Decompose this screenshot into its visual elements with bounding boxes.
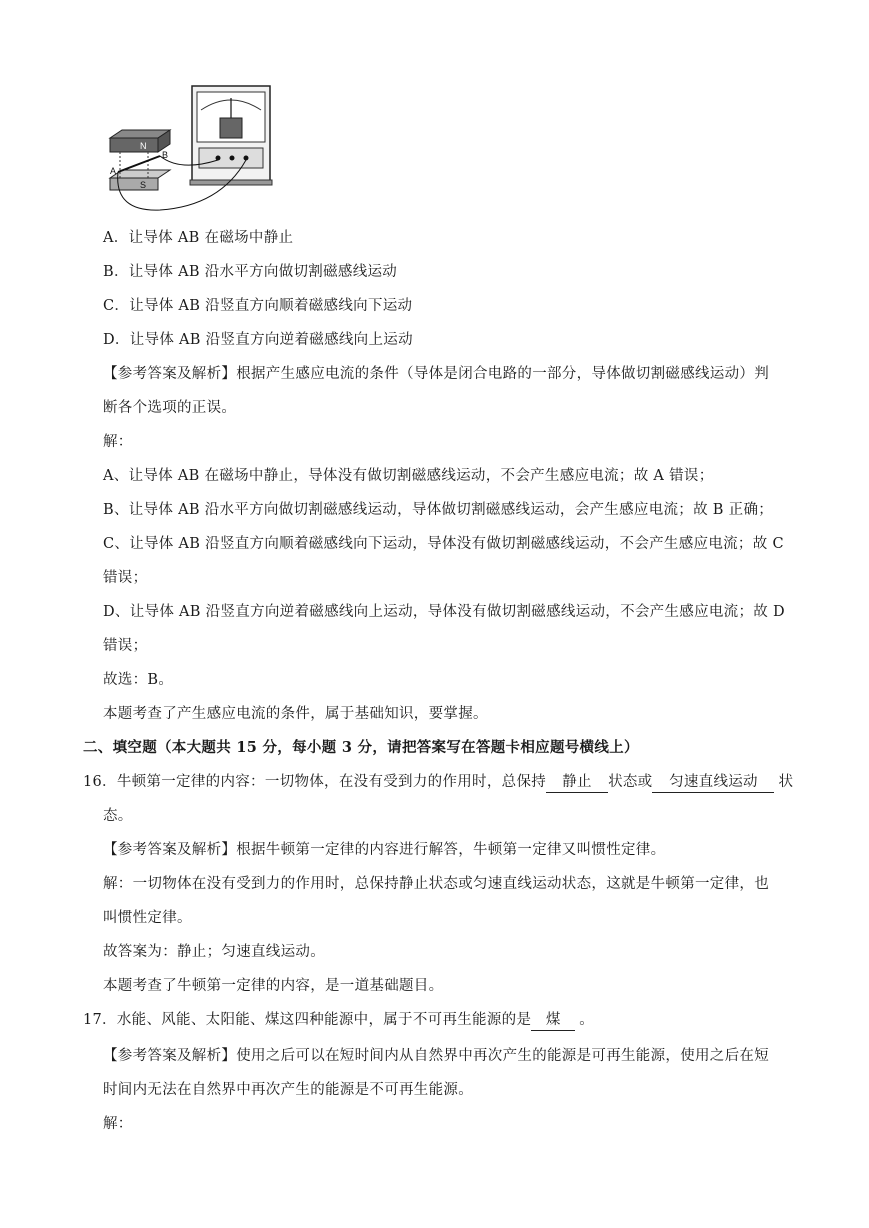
magnet bbox=[110, 130, 170, 190]
q17-stem-text: 。 bbox=[579, 1012, 595, 1028]
q17-stem bbox=[83, 1010, 594, 1031]
q16-blank-2: 匀速直线运动 bbox=[652, 772, 774, 793]
q16-solution-line: 叫惯性定律。 bbox=[103, 910, 192, 926]
q17-blank-1: 煤 bbox=[531, 1010, 575, 1031]
south-pole-label: S bbox=[140, 180, 147, 190]
q16-analysis: 【参考答案及解析】根据牛顿第一定律的内容进行解答，牛顿第一定律又叫惯性定律。 bbox=[103, 842, 666, 858]
north-pole-label: N bbox=[140, 141, 147, 151]
option-b: B．让导体 AB 沿水平方向做切割磁感线运动 bbox=[103, 264, 398, 280]
option-a: A．让导体 AB 在磁场中静止 bbox=[103, 230, 294, 246]
q15-solution-line: B、让导体 AB 沿水平方向做切割磁感线运动，导体做切割磁感线运动，会产生感应电流；故 B 正确； bbox=[103, 502, 774, 518]
q16-solution-line: 解：一切物体在没有受到力的作用时，总保持静止状态或匀速直线运动状态，这就是牛顿第一定律，也 bbox=[103, 876, 769, 892]
q15-summary: 本题考查了产生感应电流的条件，属于基础知识，要掌握。 bbox=[103, 706, 488, 722]
q16-answer: 故答案为：静止；匀速直线运动。 bbox=[103, 944, 325, 960]
q15-solution-line: 错误； bbox=[103, 638, 148, 654]
q15-analysis-line: 【参考答案及解析】根据产生感应电流的条件（导体是闭合电路的一部分，导体做切割磁感线运动）判 bbox=[103, 366, 769, 382]
q16-stem bbox=[83, 772, 793, 793]
q16-summary: 本题考查了牛顿第一定律的内容，是一道基础题目。 bbox=[103, 978, 444, 994]
q16-stem-text: 状态或 bbox=[608, 774, 653, 790]
galvanometer bbox=[190, 86, 272, 185]
q15-solution-label: 解： bbox=[103, 434, 133, 450]
q15-solution-line: A、让导体 AB 在磁场中静止，导体没有做切割磁感线运动，不会产生感应电流；故 A 错误； bbox=[103, 468, 714, 484]
point-a-label: A bbox=[110, 166, 117, 176]
q17-analysis-line: 时间内无法在自然界中再次产生的能源是不可再生能源。 bbox=[103, 1082, 473, 1098]
q15-solution-line: D、让导体 AB 沿竖直方向逆着磁感线向上运动，导体没有做切割磁感线运动，不会产生感应电流；故 D bbox=[103, 604, 785, 620]
option-c: C．让导体 AB 沿竖直方向顺着磁感线向下运动 bbox=[103, 298, 413, 314]
q15-answer: 故选：B。 bbox=[103, 672, 174, 688]
section-heading: 二、填空题（本大题共 15 分，每小题 3 分，请把答案写在答题卡相应题号横线上） bbox=[83, 739, 639, 756]
q15-solution-line: 错误； bbox=[103, 570, 148, 586]
q16-stem-line2: 态。 bbox=[103, 808, 133, 824]
q17-solution-label: 解： bbox=[103, 1116, 133, 1132]
q17-analysis-line: 【参考答案及解析】使用之后可以在短时间内从自然界中再次产生的能源是可再生能源，使用之后在短 bbox=[103, 1048, 769, 1064]
induction-experiment-figure bbox=[100, 82, 275, 217]
q16-stem-text: 16．牛顿第一定律的内容：一切物体，在没有受到力的作用时，总保持 bbox=[83, 774, 547, 790]
q16-blank-1: 静止 bbox=[546, 772, 608, 793]
q16-stem-text: 状 bbox=[778, 774, 794, 790]
point-b-label: B bbox=[162, 150, 169, 160]
q15-analysis-line: 断各个选项的正误。 bbox=[103, 400, 237, 416]
q17-stem-text: 17．水能、风能、太阳能、煤这四种能源中，属于不可再生能源的是 bbox=[83, 1012, 532, 1028]
q15-solution-line: C、让导体 AB 沿竖直方向顺着磁感线向下运动，导体没有做切割磁感线运动，不会产生感应电流；故 C bbox=[103, 536, 784, 552]
option-d: D．让导体 AB 沿竖直方向逆着磁感线向上运动 bbox=[103, 332, 413, 348]
